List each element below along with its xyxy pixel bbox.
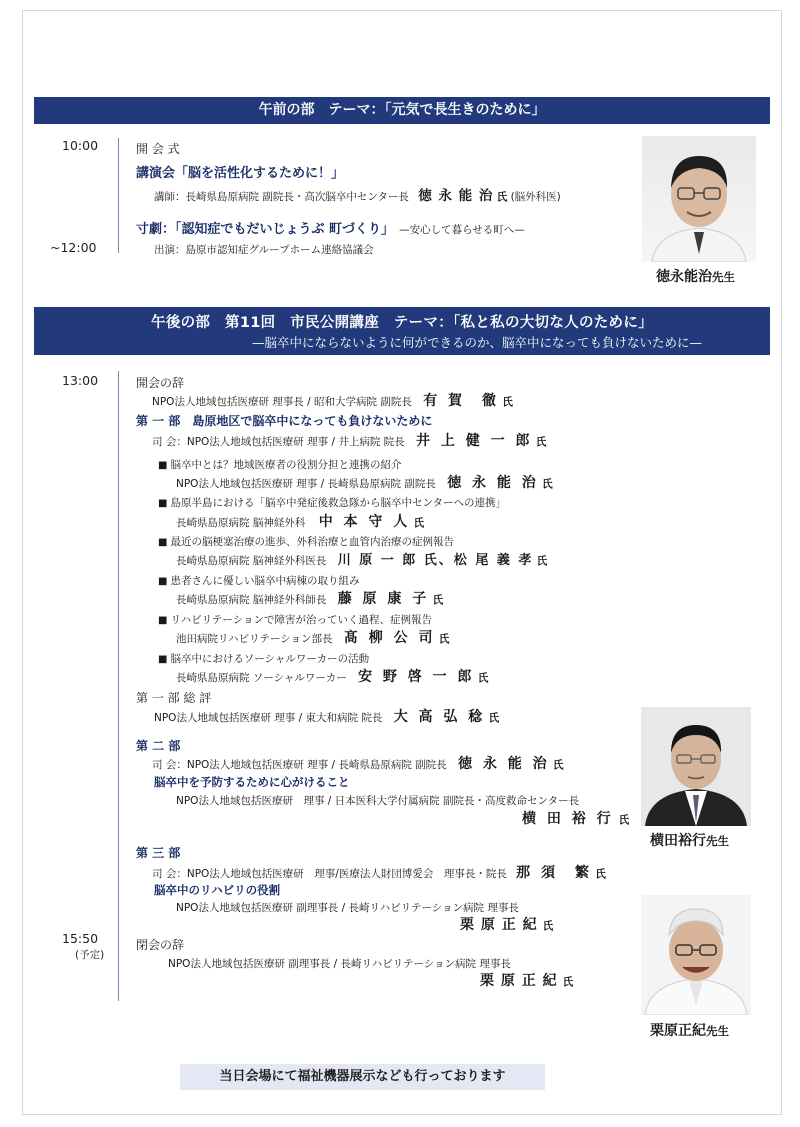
closing-role: NPO法人地域包括医療研 副理事長 / 長崎リハビリテーション病院 理事長 bbox=[168, 958, 511, 970]
talk-speaker: 長崎県島原病院 脳神経外科医長 川 原 一 郎 氏、松 尾 義 孝 氏 bbox=[176, 553, 548, 568]
portrait-tokunaga-caption bbox=[656, 266, 735, 286]
portrait-kurihara-name: 栗原正紀 bbox=[650, 1023, 706, 1039]
morning-end-time: ~12:00 bbox=[50, 240, 97, 255]
morning-timeline bbox=[118, 138, 119, 253]
lecturer-suffix: 氏 bbox=[496, 191, 508, 203]
bullet-square-icon: ■ bbox=[158, 576, 168, 587]
portrait-yokota-caption bbox=[650, 830, 729, 850]
part2-speaker: 横 田 裕 行 氏 bbox=[522, 811, 630, 827]
afternoon-banner-subtitle: —脳卒中にならないように何ができるのか、脳卒中になっても負けないために— bbox=[251, 335, 702, 350]
part2-mc-role: 司 会：NPO法人地域包括医療研 理事 / 長崎県島原病院 副院長 bbox=[152, 759, 447, 771]
part3-speaker: 栗 原 正 紀 氏 bbox=[460, 917, 554, 933]
part1-mc-role: 司 会：NPO法人地域包括医療研 理事 / 井上病院 院長 bbox=[152, 436, 405, 448]
lecturer-role: 講師：長崎県島原病院 副院長・高次脳卒中センター長 bbox=[154, 191, 409, 203]
part3-name: 栗 原 正 紀 bbox=[460, 917, 538, 933]
opening-name: 有 賀 徹 bbox=[423, 393, 500, 409]
closing-speaker: 栗 原 正 紀 氏 bbox=[480, 973, 574, 989]
lecture-title: 講演会「脳を活性化するために！」 bbox=[136, 166, 345, 181]
summary-speaker: NPO法人地域包括医療研 理事 / 東大和病院 院長 大 高 弘 稔 氏 bbox=[154, 709, 500, 725]
talk-title: ■ 脳卒中におけるソーシャルワーカーの活動 bbox=[158, 653, 370, 665]
lecturer-name: 徳 永 能 治 bbox=[418, 188, 494, 204]
talk-title: ■ 患者さんに優しい脳卒中病棟の取り組み bbox=[158, 575, 360, 587]
part3-topic: 脳卒中のリハビリの役割 bbox=[154, 883, 281, 897]
talk-title: ■ 島原半島における「脳卒中発症後救急隊から脳卒中センターへの連携」 bbox=[158, 497, 507, 509]
part2-mc: 司 会：NPO法人地域包括医療研 理事 / 長崎県島原病院 副院長 徳 永 能 治 氏 bbox=[152, 756, 564, 772]
talk-role: 長崎県島原病院 ソーシャルワーカー bbox=[176, 672, 347, 684]
summary-name: 大 高 弘 稔 bbox=[393, 709, 486, 725]
talk-speaker: 長崎県島原病院 脳神経外科師長 藤 原 康 子 氏 bbox=[176, 591, 444, 607]
talk-speaker: 池田病院リハビリテーション部長 髙 柳 公 司 氏 bbox=[176, 630, 450, 646]
part3-mc: 司 会：NPO法人地域包括医療研 理事/医療法人財団博愛会 理事長・院長 那 須 繁 氏 bbox=[152, 865, 606, 881]
talk-name: 髙 柳 公 司 bbox=[343, 630, 436, 646]
talk-role: 池田病院リハビリテーション部長 bbox=[176, 633, 333, 645]
skit-line bbox=[136, 218, 525, 237]
portrait-yokota-name: 横田裕行 bbox=[650, 833, 706, 849]
portrait-tokunaga-name: 徳永能治 bbox=[656, 269, 712, 285]
bullet-square-icon: ■ bbox=[158, 460, 168, 471]
talk-speaker: 長崎県島原病院 ソーシャルワーカー 安 野 啓 一 郎 氏 bbox=[176, 669, 489, 685]
talk-role: NPO法人地域包括医療研 理事 / 長崎県島原病院 副院長 bbox=[176, 478, 436, 490]
portrait-tokunaga-suffix: 先生 bbox=[712, 270, 735, 284]
talk-name: 藤 原 康 子 bbox=[337, 591, 430, 607]
portrait-kurihara-suffix: 先生 bbox=[706, 1024, 729, 1038]
part3-mc-role: 司 会：NPO法人地域包括医療研 理事/医療法人財団博愛会 理事長・院長 bbox=[152, 868, 507, 880]
talk-name: 中 本 守 人 bbox=[318, 514, 411, 530]
portrait-kurihara-photo bbox=[641, 895, 751, 1015]
talk-role: 長崎県島原病院 脳神経外科 bbox=[176, 517, 306, 529]
talk-name: 安 野 啓 一 郎 bbox=[358, 669, 475, 685]
bullet-square-icon: ■ bbox=[158, 615, 168, 626]
part2-name: 横 田 裕 行 bbox=[522, 811, 614, 827]
afternoon-end-note: (予定) bbox=[75, 949, 105, 961]
talk-name: 川 原 一 郎 氏、松 尾 義 孝 bbox=[337, 553, 534, 568]
part3-role: NPO法人地域包括医療研 副理事長 / 長崎リハビリテーション病院 理事長 bbox=[176, 902, 519, 914]
part1-mc bbox=[152, 430, 546, 450]
bullet-square-icon: ■ bbox=[158, 654, 168, 665]
lecturer-line bbox=[154, 184, 561, 204]
talk-name: 徳 永 能 治 bbox=[447, 475, 539, 491]
portrait-yokota-photo bbox=[641, 707, 751, 826]
opening-label: 開会の辞 bbox=[136, 376, 185, 390]
part3-label: 第 三 部 bbox=[136, 846, 181, 860]
afternoon-timeline bbox=[118, 371, 119, 1001]
bullet-square-icon: ■ bbox=[158, 498, 168, 509]
skit-title: 寸劇：「認知症でもだいじょうぶ 町づくり」 bbox=[136, 222, 395, 237]
opening-ceremony: 開 会 式 bbox=[136, 142, 180, 156]
talk-title: ■ リハビリテーションで障害が治っていく過程、症例報告 bbox=[158, 614, 433, 626]
summary-label: 第 一 部 総 評 bbox=[136, 691, 212, 705]
part2-role: NPO法人地域包括医療研 理事 / 日本医科大学付属病院 副院長・高度救命センター長 bbox=[176, 795, 580, 807]
skit-cast: 出演：島原市認知症グループホーム連絡協議会 bbox=[154, 244, 374, 256]
footer-notice: 当日会場にて福祉機器展示なども行っております bbox=[180, 1064, 545, 1090]
closing-name: 栗 原 正 紀 bbox=[480, 973, 558, 989]
lecturer-dept: (脳外科医) bbox=[510, 191, 561, 203]
talk-role: 長崎県島原病院 脳神経外科師長 bbox=[176, 594, 327, 606]
afternoon-banner bbox=[34, 307, 770, 355]
part2-label: 第 二 部 bbox=[136, 739, 181, 753]
afternoon-banner-title: 午後の部 第11回 市民公開講座 テーマ：「私と私の大切な人のために」 bbox=[151, 315, 653, 331]
talk-title: ■ 最近の脳梗塞治療の進歩、外科治療と血管内治療の症例報告 bbox=[158, 536, 454, 548]
talk-role: 長崎県島原病院 脳神経外科医長 bbox=[176, 555, 327, 567]
summary-role: NPO法人地域包括医療研 理事 / 東大和病院 院長 bbox=[154, 712, 383, 724]
portrait-tokunaga-photo bbox=[642, 136, 756, 262]
part3-mc-name: 那 須 繁 bbox=[516, 865, 593, 881]
skit-subtitle: —安心して暮らせる町へ— bbox=[399, 224, 525, 236]
opening-suffix: 氏 bbox=[502, 396, 513, 408]
bullet-square-icon: ■ bbox=[158, 537, 168, 548]
closing-label: 閉会の辞 bbox=[136, 938, 185, 952]
part1-title: 第 一 部 島原地区で脳卒中になっても負けないために bbox=[136, 414, 433, 428]
afternoon-end-time: 15:50 bbox=[62, 931, 99, 946]
afternoon-start-time: 13:00 bbox=[62, 373, 99, 388]
portrait-kurihara-caption bbox=[650, 1020, 729, 1040]
part2-mc-name: 徳 永 能 治 bbox=[458, 756, 550, 772]
part1-mc-name: 井 上 健 一 郎 bbox=[416, 433, 533, 449]
part2-topic: 脳卒中を予防するために心がけること bbox=[154, 775, 350, 789]
portrait-yokota-suffix: 先生 bbox=[706, 834, 729, 848]
morning-start-time: 10:00 bbox=[62, 138, 99, 153]
opening-speaker bbox=[152, 390, 513, 410]
talk-speaker: NPO法人地域包括医療研 理事 / 長崎県島原病院 副院長 徳 永 能 治 氏 bbox=[176, 475, 553, 491]
opening-role: NPO法人地域包括医療研 理事長 / 昭和大学病院 副院長 bbox=[152, 396, 412, 408]
talk-title: ■ 脳卒中とは？地域医療者の役割分担と連携の紹介 bbox=[158, 459, 402, 471]
morning-banner: 午前の部 テーマ：「元気で長生きのために」 bbox=[34, 97, 770, 124]
talk-speaker: 長崎県島原病院 脳神経外科 中 本 守 人 氏 bbox=[176, 514, 425, 530]
part1-mc-suffix: 氏 bbox=[535, 436, 547, 448]
